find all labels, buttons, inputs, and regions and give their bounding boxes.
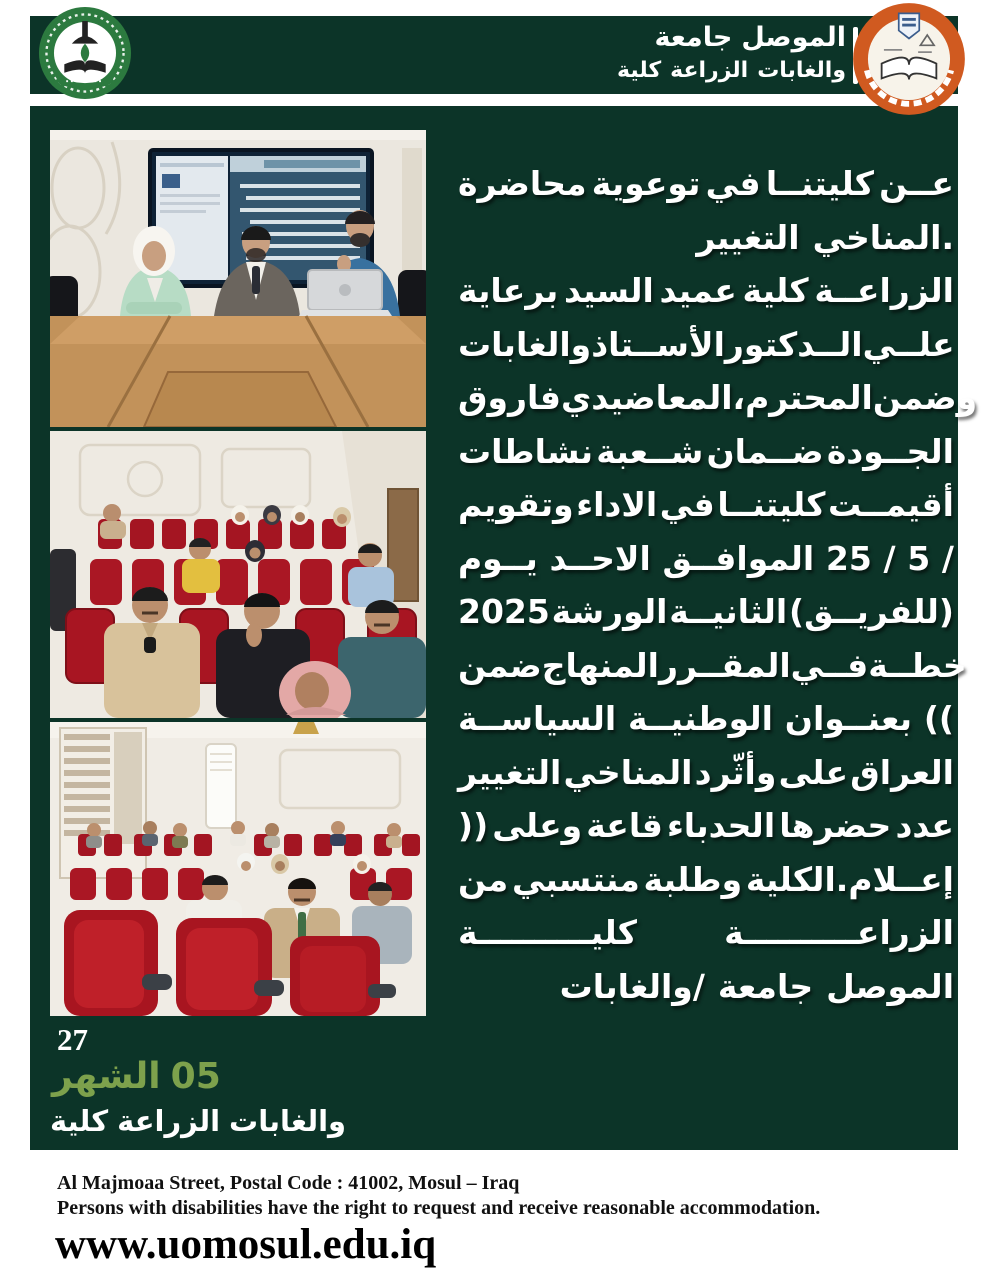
article-text	[458, 164, 978, 1020]
poster-body	[30, 106, 978, 1150]
article-line	[458, 539, 954, 593]
article-line	[458, 699, 954, 753]
word: أقيمــت	[827, 485, 954, 524]
word: كليتنــا	[765, 164, 874, 203]
word: /	[883, 538, 896, 578]
article-line	[458, 218, 954, 272]
word: الزراعــــــــــة	[724, 913, 954, 952]
word: الموافــق	[662, 538, 815, 578]
word: يــوم	[458, 538, 538, 578]
word: كلية	[742, 271, 809, 310]
word: فــي	[790, 645, 869, 685]
word: في	[705, 164, 761, 203]
article-line	[458, 967, 954, 1021]
word: الشهر	[52, 1056, 161, 1097]
ac-unit	[206, 744, 236, 828]
university-name	[617, 21, 846, 55]
open-book-shape	[882, 58, 937, 80]
article-line	[458, 271, 954, 325]
article-line	[458, 592, 954, 646]
article-line	[458, 378, 978, 432]
article-line	[458, 860, 954, 914]
word: علــي	[862, 324, 955, 364]
word: كليــــــــــة	[458, 913, 637, 952]
word: الأســتاذ	[591, 324, 725, 364]
word: برعاية	[458, 271, 559, 310]
word: الاحــد	[549, 538, 651, 578]
word: والغابات/	[559, 966, 705, 1006]
word: الثانيــة	[669, 592, 788, 631]
word: 25	[825, 538, 872, 578]
word: عدد	[895, 806, 954, 845]
article-line	[458, 913, 954, 967]
footer-accessibility: Persons with disabilities have the right to request and receive reasonable accommodation.	[57, 1197, 821, 1219]
word: وتقويم	[458, 485, 574, 524]
article-line	[458, 485, 954, 539]
word: عميد	[659, 271, 737, 310]
word: كلية	[50, 1104, 109, 1138]
college-name	[617, 55, 846, 87]
word: بعنــوان	[784, 699, 913, 738]
word: الزراعــة	[814, 271, 954, 310]
word: وضمن	[872, 378, 978, 417]
word: الوطنيــة	[627, 699, 773, 738]
word: نشاطات	[458, 431, 593, 471]
word: الزراعة	[117, 1104, 221, 1138]
word: الزراعة	[670, 58, 749, 83]
word: جامعة	[717, 966, 814, 1006]
word: المحترم،	[732, 378, 873, 417]
footer	[0, 1150, 988, 1280]
word: وعلى	[492, 806, 583, 845]
panel-photo-svg	[50, 130, 426, 427]
word: منتسبي	[511, 859, 640, 899]
word: الموصل	[826, 966, 954, 1006]
college-logo-icon	[38, 6, 132, 100]
window-blinds	[60, 728, 146, 878]
word: العراق	[850, 752, 954, 792]
word: في	[659, 485, 715, 524]
word: ))	[458, 806, 489, 845]
word: فاروق	[458, 378, 562, 417]
word: وطلبة	[643, 859, 743, 899]
word: الجــودة	[826, 431, 954, 471]
college-emblem-svg	[38, 6, 132, 100]
university-emblem-svg	[852, 2, 966, 116]
university-logo-icon	[852, 2, 966, 116]
header-band	[30, 16, 958, 94]
footer-address: Al Majmoaa Street, Postal Code : 41002, Mosul – Iraq	[57, 1172, 520, 1194]
footer-website: www.uomosul.edu.iq	[55, 1221, 437, 1268]
wooden-desk	[50, 316, 426, 427]
word: /	[941, 538, 954, 578]
word: الاداء	[576, 485, 658, 524]
article-line	[458, 164, 954, 218]
word: الحدباء	[666, 806, 776, 845]
word: الكلية.إعــلام	[745, 859, 954, 899]
word: خطــة	[868, 645, 967, 685]
word: حضرها	[779, 806, 892, 845]
article-line	[458, 432, 954, 486]
word: ضــمان	[706, 431, 824, 471]
word: محاضرة	[458, 164, 587, 203]
word: الورشة	[551, 592, 668, 631]
stamp-college	[50, 1104, 346, 1138]
photo-hall-wide	[50, 722, 426, 1016]
word: السياســة	[458, 699, 617, 738]
word: من	[458, 859, 509, 899]
audience-photo-svg	[50, 431, 426, 718]
word: المعاضيدي	[561, 378, 733, 417]
article-line	[458, 753, 954, 807]
photo-panel	[50, 130, 426, 427]
article-line	[458, 806, 954, 860]
word: والغابات	[458, 324, 592, 364]
word: قاعة	[586, 806, 663, 845]
word: جامعة	[654, 22, 733, 53]
stamp-month	[52, 1056, 221, 1097]
word: السيد	[563, 271, 654, 310]
word: كلية	[617, 58, 662, 83]
article-line	[458, 325, 954, 379]
word: والغابات	[229, 1104, 347, 1138]
word: ((	[923, 699, 954, 738]
word: الــدكتور	[724, 324, 863, 364]
stamp-day: 27	[57, 1022, 88, 1057]
word: شــعبة	[596, 431, 704, 471]
article-line	[458, 645, 967, 700]
word: وأثّرد	[694, 752, 777, 792]
word: 5	[907, 538, 931, 578]
word: على	[778, 752, 849, 792]
word: عــن	[879, 164, 954, 203]
word: التغيير	[458, 752, 562, 792]
word: المقــرر	[658, 645, 791, 685]
word: المناخي.	[812, 217, 954, 257]
header-text	[617, 21, 846, 87]
hall-photo-svg	[50, 722, 426, 1016]
word: المناخي	[563, 752, 693, 792]
word: توعوية	[591, 164, 701, 203]
word: المنهاج	[541, 645, 659, 685]
word: 2025	[458, 592, 550, 631]
word: والغابات	[757, 58, 846, 83]
word: ضمن	[458, 645, 542, 685]
word: التغيير	[696, 217, 800, 257]
word: 05	[170, 1056, 221, 1097]
word: (للفريــق)	[788, 592, 954, 631]
laptop	[296, 270, 396, 322]
word: الموصل	[741, 22, 846, 53]
word: كليتنــا	[717, 485, 826, 524]
photo-audience-closeup	[50, 431, 426, 718]
